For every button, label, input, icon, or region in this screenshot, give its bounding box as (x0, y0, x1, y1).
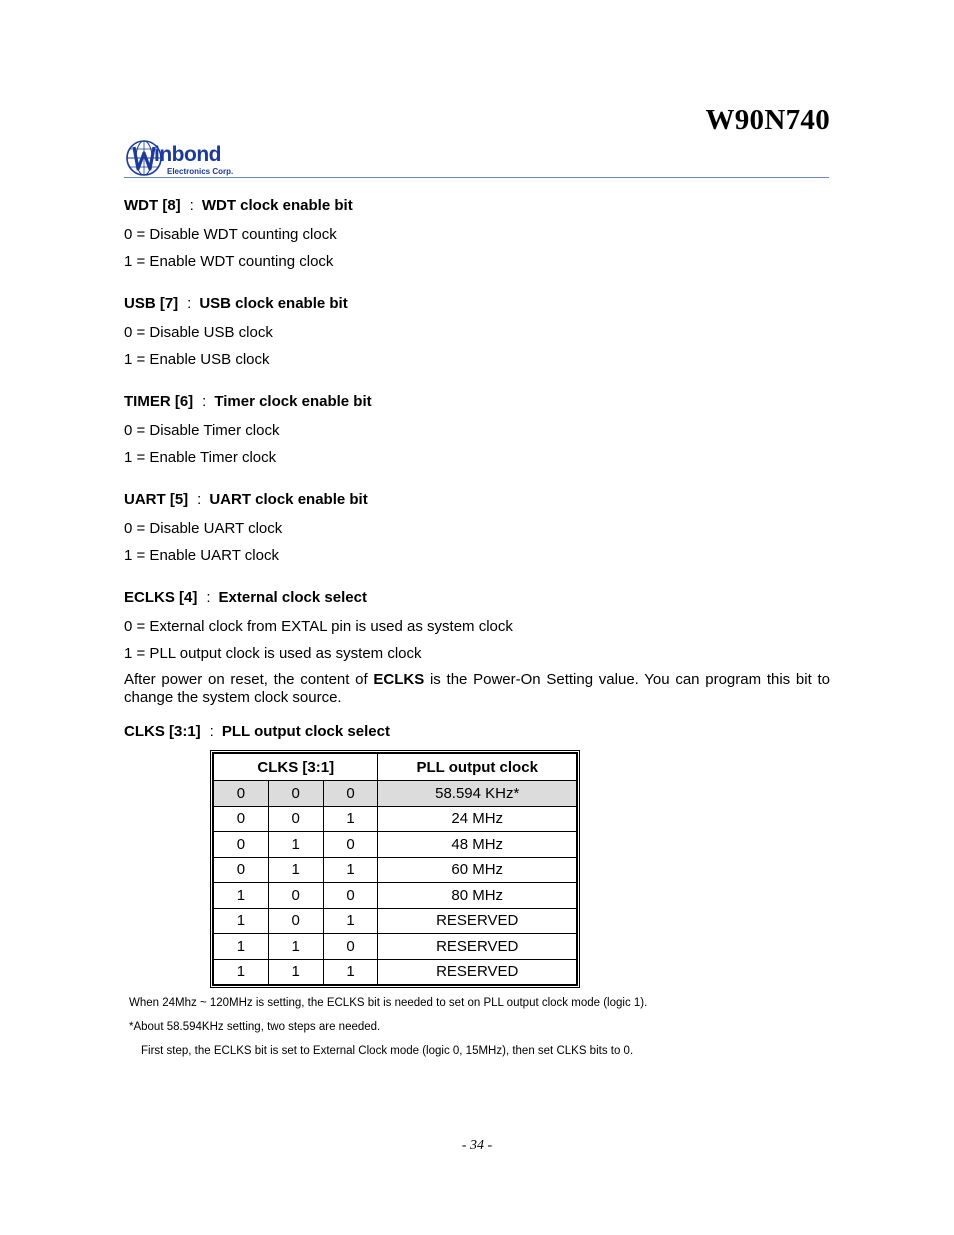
table-cell: 0 (323, 781, 378, 807)
table-cell: 1 (323, 959, 378, 985)
note-line: First step, the ECLKS bit is set to External Clock mode (logic 0, 15MHz), then set CLKS bits to 0. (141, 1045, 634, 1057)
field-value-line: 1 = PLL output clock is used as system clock (124, 645, 422, 662)
table-row (214, 832, 577, 858)
field-value-line: 0 = External clock from EXTAL pin is used as system clock (124, 618, 513, 635)
table-cell: 0 (268, 908, 323, 934)
table-cell: 0 (323, 832, 378, 858)
field-description: External clock select (218, 589, 367, 606)
table-row (214, 806, 577, 832)
table-row (214, 908, 577, 934)
table-cell: 1 (268, 832, 323, 858)
field-name: ECLKS [4] (124, 589, 198, 606)
field-separator: : (206, 589, 211, 606)
table-cell: RESERVED (378, 959, 577, 985)
table-cell: 0 (214, 857, 269, 883)
table-cell: 60 MHz (378, 857, 577, 883)
table-cell: 0 (268, 883, 323, 909)
table-cell: 1 (214, 908, 269, 934)
field-description: PLL output clock select (221, 723, 390, 740)
field-value-line: 1 = Enable USB clock (124, 351, 270, 368)
table-cell: 1 (323, 857, 378, 883)
column-header: PLL output clock (378, 754, 577, 781)
field-description: Timer clock enable bit (214, 393, 372, 410)
table-row (214, 857, 577, 883)
table-cell: 1 (214, 959, 269, 985)
clks-table-frame (210, 750, 580, 988)
field-description: WDT clock enable bit (201, 197, 353, 214)
column-header: CLKS [3:1] (214, 754, 378, 781)
section-uart (124, 490, 830, 566)
page-number: - 34 - (461, 1138, 493, 1153)
table-cell: RESERVED (378, 934, 577, 960)
table-cell: RESERVED (378, 908, 577, 934)
table-cell: 1 (323, 908, 378, 934)
field-name: USB [7] (124, 295, 179, 312)
table-cell: 24 MHz (378, 806, 577, 832)
eclks-keyword: ECLKS (373, 671, 425, 688)
table-row (214, 781, 577, 807)
table-header-row (214, 754, 577, 781)
section-eclks (124, 588, 830, 707)
table-cell: 80 MHz (378, 883, 577, 909)
table-cell: 0 (214, 806, 269, 832)
field-description: USB clock enable bit (199, 295, 348, 312)
company-logo (125, 138, 255, 180)
table-cell: 1 (214, 934, 269, 960)
field-value-line: 1 = Enable Timer clock (124, 449, 277, 466)
field-value-line: 1 = Enable WDT counting clock (124, 253, 334, 270)
section-usb (124, 294, 830, 370)
field-value-line: 0 = Disable WDT counting clock (124, 226, 337, 243)
table-cell: 0 (268, 781, 323, 807)
table-cell: 0 (323, 883, 378, 909)
table-cell: 1 (268, 934, 323, 960)
table-cell: 0 (214, 832, 269, 858)
document-title: W90N740 (705, 104, 830, 136)
table-row (214, 934, 577, 960)
note-line: *About 58.594KHz setting, two steps are needed. (129, 1021, 381, 1033)
field-value-line: 0 = Disable Timer clock (124, 422, 280, 439)
table-cell: 48 MHz (378, 832, 577, 858)
eclks-paragraph: After power on reset, the content of ECLKS is the Power-On Setting value. You can program this bit to change the system clock source. (124, 671, 830, 706)
field-name: UART [5] (124, 491, 189, 508)
section-timer (124, 392, 830, 468)
note-line: When 24Mhz ~ 120MHz is setting, the ECLKS bit is needed to set on PLL output clock mode (logic 1). (129, 997, 648, 1009)
field-value-line: 1 = Enable UART clock (124, 547, 279, 564)
field-separator: : (187, 295, 192, 312)
field-name: CLKS [3:1] (124, 723, 201, 740)
table-cell: 0 (268, 806, 323, 832)
table-row (214, 883, 577, 909)
field-description: UART clock enable bit (209, 491, 368, 508)
field-separator: : (197, 491, 202, 508)
field-separator: : (202, 393, 207, 410)
logo-wordmark: inbond (154, 143, 221, 166)
field-value-line: 0 = Disable USB clock (124, 324, 273, 341)
table-cell: 1 (268, 857, 323, 883)
table-cell: 0 (214, 781, 269, 807)
field-value-line: 0 = Disable UART clock (124, 520, 283, 537)
field-name: WDT [8] (124, 197, 181, 214)
document-body (124, 196, 830, 742)
table-notes (129, 996, 647, 1058)
table-cell: 0 (323, 934, 378, 960)
table-cell: 1 (268, 959, 323, 985)
section-clks-heading (124, 722, 830, 742)
header-divider (124, 177, 829, 178)
table-cell: 58.594 KHz* (378, 781, 577, 807)
table-cell: 1 (323, 806, 378, 832)
table-row (214, 959, 577, 985)
table-cell: 1 (214, 883, 269, 909)
logo-subtitle: Electronics Corp. (167, 167, 234, 176)
field-separator: : (209, 723, 214, 740)
clks-table (213, 753, 577, 985)
section-wdt (124, 196, 830, 272)
field-separator: : (189, 197, 194, 214)
field-name: TIMER [6] (124, 393, 194, 410)
